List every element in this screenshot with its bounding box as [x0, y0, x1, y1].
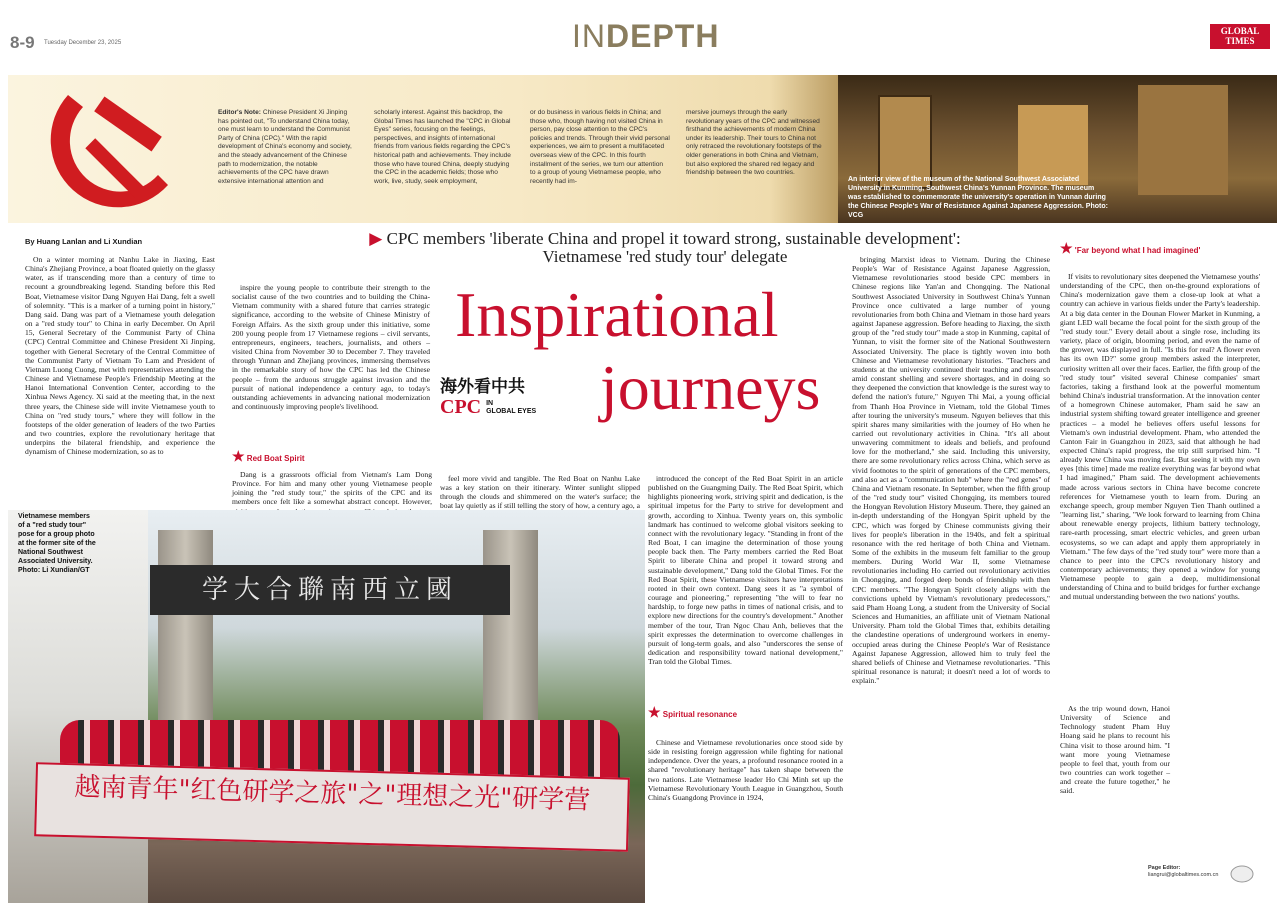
editors-note-text: Chinese President Xi Jinping has pointed out, "To understand China today, one must learn to understand the Communist Party of China (CPC)." With the rapid development of China's economy and society, and the steady advancement of the Chinese path to modernization, the notable achievements of the CPC have drawn extensive international attention and	[218, 109, 352, 185]
global-times-logo	[1210, 24, 1270, 49]
photo-caption: Vietnamese members of a "red study tour" pose for a group photo at the former site of the National Southwest Associated University. Photo: Li Xundian/GT	[18, 513, 96, 574]
issue-date: Tuesday December 23, 2025	[44, 40, 122, 46]
logo-line2: TIMES	[1225, 36, 1255, 46]
section-depth: DEPTH	[606, 18, 720, 54]
col2b-text: Dang is a grassroots official from Vietnam's Lam Dong Province. For him and many other young Vietnamese people joining the "red study tour," the spirits of the CPC and its members once felt like a somewhat abstract concept. However,	[232, 470, 432, 507]
editors-note-label: Editor's Note:	[218, 109, 261, 116]
triangle-icon: ▶	[369, 229, 383, 248]
headline-line2: Vietnamese 'red study tour' delegate	[542, 247, 788, 266]
col2a-text: inspire the young people to contribute their strength to the socialist cause of the two countries and to building the China-Vietnam community with a shared future that carries strategic significance, according to the website of Chinese Ministry of Foreign Affairs. As the sixth group under this initiative, some 200 young people from 17 Vietnamese regions – civil servants, entrepreneurs, engineers, teachers, journalists, and others – visited China from November 30 to December 7. They traveled through Yunnan and Zhejiang provinces, immersing themselves in the remarkable story of how the CPC has led the Chinese people – from the arduous struggle against invasion and the pursuit of national independence a century ago, to today's outstanding achievements in advancing national modernization and continuously improving people's livelihood.	[232, 283, 430, 412]
logo-line1: GLOBAL	[1220, 26, 1260, 36]
article-col-2a	[232, 283, 430, 411]
big-title-2: journeys	[600, 352, 821, 423]
article-col-4	[648, 474, 843, 696]
section-title	[572, 18, 719, 55]
article-col-5	[852, 255, 1050, 820]
star-icon: ★	[648, 704, 661, 720]
col4b-text: Chinese and Vietnamese revolutionaries once stood side by side in resisting foreign aggression while fighting for national independence. Over the years, a profound resonance rooted in a shared "revolutionary heritage" has taken shape between the two nations. Late Vietnamese leader Ho Chi Minh set up the Vietnamese Revolutionary Youth League in Guangzhou, South China's Guangdong Province in 1924,	[648, 738, 843, 802]
editors-note-col3: or do business in various fields in China; and those who, though having not visited China in person, pay close attention to the CPC's policies and trends. Through their vivid personal experiences, we aim to present a multifaceted overseas view of the CPC. In this fourth installment of the series, we turn our attention to a group of young Vietnamese people, who recently had im-	[530, 109, 670, 185]
editors-note-col2: scholarly interest. Against this backdrop, the Global Times has launched the "CPC in Global Eyes" series, focusing on the feelings, perspectives, and insights of international friends from various fields regarding the CPC's historical path and achievements. They include those who have toured China, deeply studying the CPC in the academic fields; those who work, live, study, seek employment,	[374, 109, 511, 185]
series-cpc: CPC	[440, 396, 482, 418]
university-gate-sign: 学大合聯南西立國	[150, 565, 510, 615]
subhead-red-boat	[232, 448, 305, 465]
byline: By Huang Lanlan and Li Xundian	[25, 237, 143, 246]
subhead-spiritual	[648, 704, 737, 721]
group-banner: 越南青年"红色研学之旅"之"理想之光"研学营	[34, 762, 630, 852]
series-in: IN	[486, 400, 494, 408]
series-eyes: GLOBAL EYES	[486, 408, 537, 416]
star-icon: ★	[1060, 240, 1073, 256]
banner-photo-caption: An interior view of the museum of the National Southwest Associated University in Kunming, Southwest China's Yunnan Province. The museum was established to commemorate the university's operation in Yunnan during the Chinese People's War of Resistance Against Japanese Aggression. Photo: VCG	[848, 176, 1108, 219]
big-title-1: Inspirational	[455, 279, 779, 350]
page-editor-email: liangrui@globaltimes.com.cn	[1148, 872, 1219, 878]
page-number: 8-9	[10, 33, 35, 52]
col4-text: introduced the concept of the Red Boat Spirit in an article published on the Guangming Daily. The Red Boat Spirit, which highlights pioneering work, striving spirit and dedication, is the spiritual impetus for the Party to strive for development and growth, according to Xinhua. Twenty years on, this symbolic landmark has continued to welcome global visitors seeking to connect with the revolutionary legacy. "Standing in front of the Red Boat, I can imagine the determination of those young people back then. The Party members carried the Red Boat Spirit to liberate China and propel it toward strong and sustainable development," Dang told the Global Times. For the Red Boat Spirit, these Vietnamese visitors have interpretations rooted in their own context. Dang sees it as "a symbol of courage and pioneering," representing "the will to fear no hardship, to forge new paths in times of national crisis, and to explore new directions for the country's development." Another member of the tour, Tran Ngoc Chau Anh, believes that the spirit expresses the determination to overcome challenges in pursuit of long-term goals, and also "underscores the sense of dedication and responsibility toward national development," Tran told the Global Times.	[648, 474, 843, 667]
col6b-text: As the trip wound down, Hanoi University of Science and Technology student Pham Huy Hoang said he plans to recount his China visit to those around him. "I want more young Vietnamese people to feel that, youth from our two countries can work together – and create the future together," he said.	[1060, 704, 1170, 796]
subhead-far-beyond-text: 'Far beyond what I had imagined'	[1074, 246, 1201, 255]
subhead-far-beyond	[1060, 240, 1200, 257]
col3-text: feel more vivid and tangible. The Red Boat on Nanhu Lake was a key station on their itinerary. Winter sunlight slipped through the clouds and shimmered on the water's surface; the boat lay quietly as if still telling the story of how, a century ago, a	[440, 474, 640, 511]
top-banner	[8, 75, 1277, 223]
page-editor	[1148, 865, 1218, 879]
article-col-1	[25, 255, 215, 456]
mouse-icon	[1228, 860, 1256, 884]
subhead-red-boat-text: Red Boat Spirit	[246, 454, 305, 463]
hammer-sickle-icon	[8, 75, 208, 223]
star-icon: ★	[232, 448, 245, 464]
subhead-spiritual-text: Spiritual resonance	[662, 710, 738, 719]
editors-note-col4: mersive journeys through the early revolutionary years of the CPC and witnessed firsthand the achievements of modern China under its leadership. Their tours to China not only retraced the revolutionary footsteps of the older generations in both China and Vietnam, but also explored the shared red legacy and friendship between the two countries.	[686, 109, 822, 177]
col5-text: bringing Marxist ideas to Vietnam. During the Chinese People's War of Resistance Against Japanese Aggression, Vietnamese revolutionaries stood beside CPC members in Chinese regions like Yan'an and Chongqing. The National Southwest Associated University in Southwest China's Yunnan Province once cultivated a large number of young revolutionaries from both China and Vietnam in those hard years against Japanese aggression. Before heading to Jiaxing, the sixth group of the "red study tour" made a stop in Kunming, capital of Yunnan, to visit the former site of the National Southwestern Associated University. The place is tightly woven into both Chinese and Vietnamese revolutionary histories. "Teachers and students at the university continued their teaching and research amid constant shelling and severe shortages, and in doing so they deepened the conviction that knowledge is the surest way to defend the nation's future," Nguyen Thi Mai, a young official from Thanh Hoa Province in Vietnam, told the Global Times after touring the university's museum. Nguyen believes that this spirit shares many similarities with the journey of Ho when he carried out revolutionary activities in China. "It's all about unwavering commitment to ideals and beliefs, and profound love for the motherland," she said. Including this university, there are some revolutionary relics across China, which serve as vivid footnotes to the spirit of generations of the CPC members, and also act as a "communication hub" where the "red genes" of China and Vietnam resonate. In September, when the fifth group of the "red study tour" visited Chongqing, its members toured the Hongyan Revolution History Museum. There, they gained an in-depth understanding of the Hongyan Spirit upheld by the CPC, which was forged by Chinese communists giving their lives for people's liberation in the 1940s, and felt a spiritual resonance with the red heritage of both China and Vietnam. Some of the exhibits in the museum felt familiar to the group members. During World War II, some Vietnamese revolutionaries including Ho carried out revolutionary activities in Chongqing, and forged deep bonds of friendship with then CPC members. "The Hongyan Spirit closely aligns with the convictions upheld by Vietnam's revolutionary predecessors," said Pham Hoang Long, a student from the University of Social Sciences and Humanities, an affiliate unit of Vietnam National University. Pham told the Global Times that, exhibits detailing the clandestine operations of underground workers in enemy-occupied areas during the Chinese People's War of Resistance Against Japanese Aggression, allowed him to truly feel the shared beliefs of Chinese and Vietnamese revolutionaries. "This spiritual resonance is natural; it doesn't need a lot of words to explain."	[852, 255, 1050, 686]
series-cn: 海外看中共	[440, 377, 525, 397]
section-in: IN	[572, 18, 606, 54]
page-editor-label: Page Editor:	[1148, 865, 1181, 871]
headline-line1: CPC members 'liberate China and propel it toward strong, sustainable development':	[386, 229, 961, 248]
col6-text: If visits to revolutionary sites deepened the Vietnamese youths' understanding of the CPC, then on-the-ground explorations of China's modernization gave them a close-up look at what a country can achieve in various fields under the Party's leadership. At a big data center in the Dounan Flower Market in Kunming, a giant LED wall became the focal point for the sixth group of the "red study tour." Every detail about a single rose, including its variety, place of origin, blooming period, and even the name of the grower, was displayed in full. "Is this for real? A flower even has its own ID?" some group members asked the interpreter, curiosity written all over their faces. Earlier, the fifth group of the "red study tour" visited several Chinese companies' smart factories, taking a firsthand look at the powerful momentum behind China's industrial transformation. At the innovation center of a homegrown Chinese automaker, Pham said he saw an industrial system shifting toward greater intelligence and greener practices – a model he believes offers useful lessons for Vietnam's own industrial development. Pham, who attended the Canton Fair in Guangzhou in 2023, said that although he had expected China's rapid progress, the trip still surprised him. "I already knew China was moving fast. But seeing it with my own eyes [this time] made me realize everything was far beyond what I had imagined," Pham said. The development achievements made across various sectors in China have become concrete references for Vietnamese youth to learn from. During an exchange speech, group member Nguyen Tien Thanh outlined a "learning list," sharing, "We look forward to learning from China about renewable energy projects, lithium battery technology, rare-earth processing, smart electric vehicles, and green urban ecosystems, so we can adapt and apply them appropriately in Vietnam." The few days of the "red study tour" were more than a chance to peer into the CPC's revolutionary history and contemporary achievements; they opened a window for young Vietnamese people to gain a deep, multidimensional understanding of China and to build bridges for further exchange and mutual understanding between the two nations' youths.	[1060, 272, 1260, 602]
article-col-6b	[1060, 704, 1170, 796]
editors-note-col1	[218, 109, 358, 186]
article-col-6	[1060, 272, 1260, 700]
series-logo	[440, 372, 590, 417]
col1-text: On a winter morning at Nanhu Lake in Jiaxing, East China's Zhejiang Province, a boat floated quietly on the glassy water, as if transcending more than a century of time to recount a groundbreaking legend. Standing before this Red Boat, Vietnamese visitor Dang Nguyen Hai Dang, felt a swell of solemnity. "This is a marker of a turning point in history," Dang said. Dang was part of a Vietnamese youth delegation on a "red study tour" to China in early December. On April 15, General Secretary of the Communist Party of China (CPC) Central Committee and Chinese President Xi Jinping, together with General Secretary of the Central Committee of the Communist Party of Vietnam To Lam and President of Vietnam Luong Cuong, met with representatives attending the Chinese and Vietnamese People's Friendship Meeting at the Hanoi International Convention Center, according to the Xinhua News Agency. Xi said at the meeting that, in the next three years, the Chinese side will invite Vietnamese youth to China on "red study tours," where they will follow in the footsteps of the older generation of leaders of the two Parties and two countries, explore the revolutionary heritage that underpins the bilateral friendship, and experience the dynamism of Chinese modernization, so as to	[25, 255, 215, 457]
article-col-4b	[648, 738, 843, 802]
